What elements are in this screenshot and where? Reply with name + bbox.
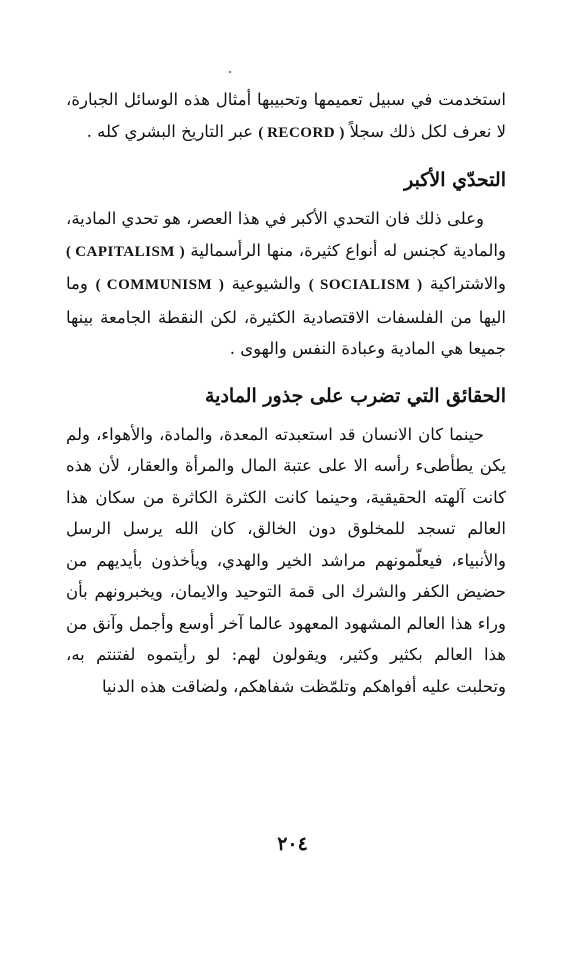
page-number: ٢٠٤ xyxy=(277,833,308,855)
section-heading-greatest-challenge: التحدّي الأكبر xyxy=(404,169,506,191)
paragraph-1-text: استخدمت في سبيل تعميمها وتحبيبها أمثال هذه الوسائل الجبارة، لا نعرف لكل ذلك سجلاً xyxy=(66,90,506,141)
record-term: ( RECORD ) xyxy=(258,124,345,141)
communism-term: ( COMMUNISM ) xyxy=(95,277,224,293)
paragraph-2-part-4: وما اليها من الفلسفات الاقتصادية الكثيرة، لكن النقطة الجامعة بينها جميعا هي المادية وعبادة النفس والهوى . xyxy=(66,274,506,358)
paragraph-2-part-1: وعلى ذلك فان التحدي الأكبر في هذا العصر، هو تحدي المادية، والمادية كجنس له أنواع كثيرة، منها الرأسمالية xyxy=(66,209,506,260)
paragraph-prophets: حينما كان الانسان قد استعبدته المعدة، والمادة، والأهواء، ولم يكن يطأطىء رأسه الا على عتبة المال والمرأة والعقار، لأن هذه كانت آلهته الحقيقية، وحينما كانت الكثرة الكاثرة من سكان هذا العالم تسجد للمخلوق دون الخالق، كان الله يرسل الرسل والأنبياء، فيعلّمونهم مراشد الخير والهدي، ويأخذون بأيديهم من حضيض الكفر والشرك الى قمة التوحيد والايمان، ويخبرونهم بأن وراء هذا العالم المشهود المعهود عالما آخر أوسع وأجمل وآنق من هذا العالم بكثير وكثير، ويقولون لهم: لو رأيتموه لفتنتم به، وتحلبت عليه أفواهكم وتلمّظت شفاهكم، ولضاقت هذه الدنيا xyxy=(66,424,506,696)
socialism-term: ( SOCIALISM ) xyxy=(308,277,423,293)
paragraph-1-text-after: عبر التاريخ البشري كله . xyxy=(86,121,259,141)
paragraph-materialism xyxy=(66,203,506,365)
book-page-body xyxy=(66,84,506,702)
paragraph-2-part-3: والشيوعية xyxy=(223,274,309,293)
print-speck xyxy=(229,71,231,73)
capitalism-term: ( CAPITALISM ) xyxy=(66,243,185,260)
paragraph-continuation xyxy=(66,84,506,149)
paragraph-2-part-2: والاشتراكية xyxy=(422,274,506,293)
section-heading-truths: الحقائق التي تضرب على جذور المادية xyxy=(204,384,506,407)
